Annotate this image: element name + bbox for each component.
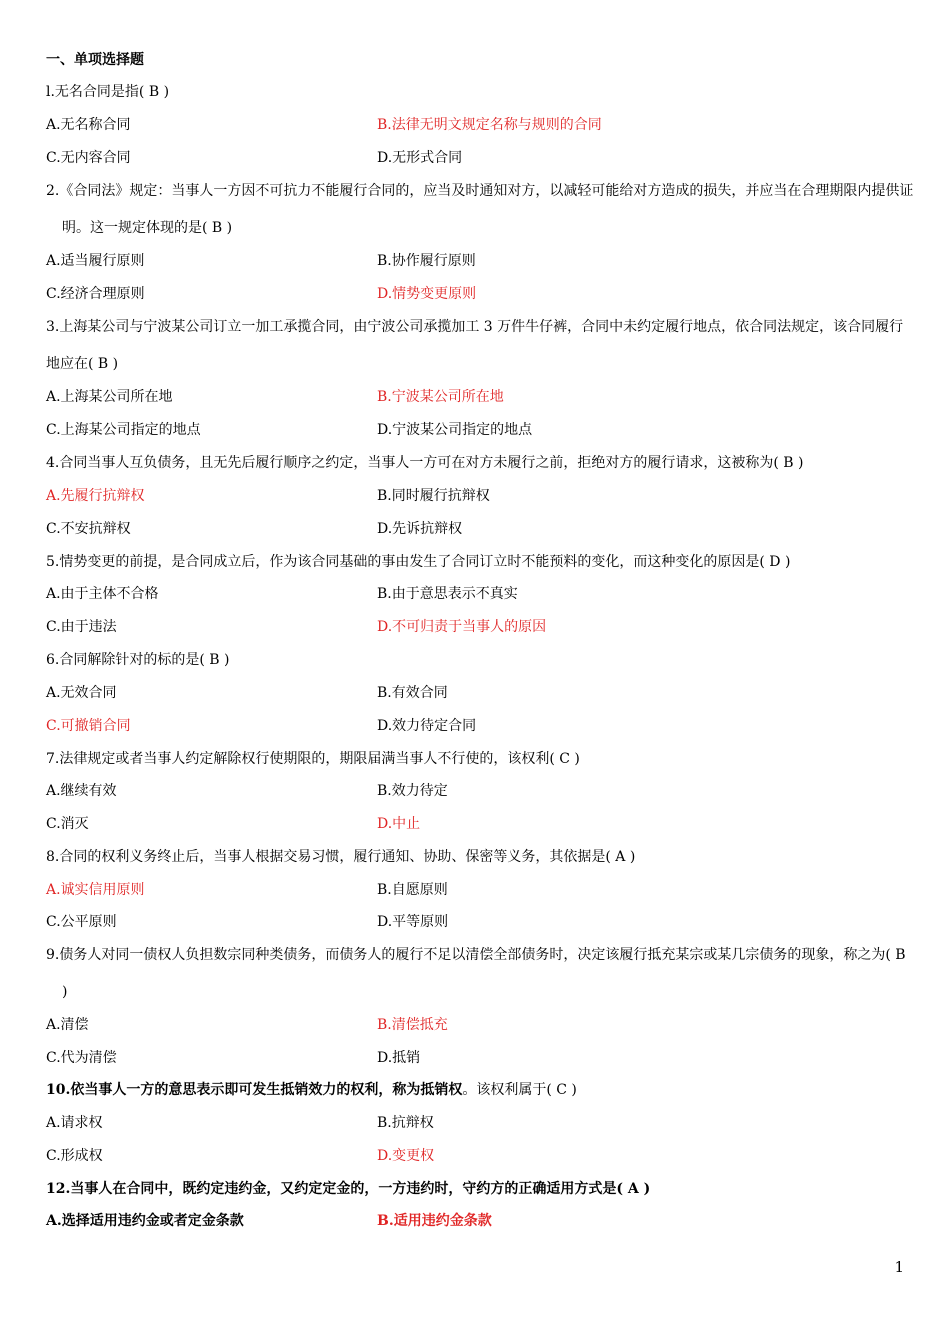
question-2-option-c: C.经济合理原则 [46, 286, 145, 302]
question-10-option-d: D.变更权 [377, 1148, 435, 1164]
question-4-option-c: C.不安抗辩权 [46, 521, 131, 537]
question-2-option-a: A.适当履行原则 [46, 253, 145, 269]
question-1-option-d: D.无形式合同 [377, 150, 463, 166]
question-5-option-c: C.由于违法 [46, 619, 117, 635]
question-6-option-a: A.无效合同 [46, 685, 117, 701]
question-10-option-a: A.请求权 [46, 1115, 103, 1131]
question-12-option-b: B.适用违约金条款 [377, 1213, 492, 1229]
question-8-option-b: B.自愿原则 [377, 882, 448, 898]
question-9-stem-line-1: 9.债务人对同一债权人负担数宗同种类债务，而债务人的履行不足以清偿全部债务时，决定该履行抵充某宗或某几宗债务的现象，称之为( B [46, 947, 906, 963]
question-9-option-c: C.代为清偿 [46, 1050, 117, 1066]
question-5-option-b: B.由于意思表示不真实 [377, 586, 518, 602]
question-7-option-b: B.效力待定 [377, 783, 448, 799]
question-5-option-d: D.不可归责于当事人的原因 [377, 619, 547, 635]
question-6-option-b: B.有效合同 [377, 685, 448, 701]
question-8-stem: 8.合同的权利义务终止后，当事人根据交易习惯，履行通知、协助、保密等义务，其依据是( A ) [46, 849, 636, 865]
question-3-option-d: D.宁波某公司指定的地点 [377, 422, 533, 438]
question-5-stem: 5.情势变更的前提，是合同成立后，作为该合同基础的事由发生了合同订立时不能预料的变化，而这种变化的原因是( D ) [46, 554, 791, 570]
question-1-stem: l.无名合同是指( B ) [46, 84, 170, 100]
question-3-stem-line-1: 3.上海某公司与宁波某公司订立一加工承揽合同，由宁波公司承揽加工 3 万件牛仔裤，合同中未约定履行地点，依合同法规定，该合同履行 [46, 319, 904, 335]
question-12-stem: 12.当事人在合同中，既约定违约金，又约定定金的，一方违约时，守约方的正确适用方式是( A ) [46, 1181, 651, 1197]
question-8-option-d: D.平等原则 [377, 914, 449, 930]
question-2-stem-line-1: 2.《合同法》规定：当事人一方因不可抗力不能履行合同的，应当及时通知对方，以减轻可能给对方造成的损失，并应当在合理期限内提供证 [46, 183, 914, 199]
question-6-option-d: D.效力待定合同 [377, 718, 477, 734]
question-9-option-d: D.抵销 [377, 1050, 421, 1066]
question-8-option-c: C.公平原则 [46, 914, 117, 930]
question-2-option-b: B.协作履行原则 [377, 253, 476, 269]
question-3-option-a: A.上海某公司所在地 [46, 389, 173, 405]
question-10-stem [46, 1081, 577, 1099]
question-3-option-c: C.上海某公司指定的地点 [46, 422, 201, 438]
question-4-option-b: B.同时履行抗辩权 [377, 488, 490, 504]
question-8-option-a: A.诚实信用原则 [46, 882, 145, 898]
question-3-option-b: B.宁波某公司所在地 [377, 389, 504, 405]
question-12-option-a: A.选择适用违约金或者定金条款 [46, 1213, 244, 1229]
question-4-stem: 4.合同当事人互负债务，且无先后履行顺序之约定，当事人一方可在对方未履行之前，拒绝对方的履行请求，这被称为( B ) [46, 455, 804, 471]
question-9-option-a: A.清偿 [46, 1017, 89, 1033]
question-6-stem: 6.合同解除针对的标的是( B ) [46, 652, 230, 668]
question-7-option-c: C.消灭 [46, 816, 89, 832]
question-4-option-a: A.先履行抗辩权 [46, 488, 145, 504]
question-3-stem-line-2: 地应在( B ) [46, 356, 119, 372]
question-10-option-c: C.形成权 [46, 1148, 103, 1164]
question-7-stem: 7.法律规定或者当事人约定解除权行使期限的，期限届满当事人不行使的，该权利( C ) [46, 751, 580, 767]
question-7-option-d: D.中止 [377, 816, 421, 832]
question-5-option-a: A.由于主体不合格 [46, 586, 159, 602]
section-title: 一、单项选择题 [46, 52, 144, 68]
question-7-option-a: A.继续有效 [46, 783, 117, 799]
question-1-option-c: C.无内容合同 [46, 150, 131, 166]
question-9-option-b: B.清偿抵充 [377, 1017, 448, 1033]
question-4-option-d: D.先诉抗辩权 [377, 521, 463, 537]
question-2-stem-line-2: 明。这一规定体现的是( B ) [62, 220, 233, 236]
question-1-option-b: B.法律无明文规定名称与规则的合同 [377, 117, 602, 133]
question-10-option-b: B.抗辩权 [377, 1115, 434, 1131]
question-1-option-a: A.无名称合同 [46, 117, 131, 133]
question-9-stem-line-2: ) [62, 984, 68, 1000]
question-10-stem-rest: 。该权利属于( C ) [462, 1082, 577, 1098]
question-2-option-d: D.情势变更原则 [377, 286, 477, 302]
question-10-stem-bold: 10.依当事人一方的意思表示即可发生抵销效力的权利，称为抵销权 [46, 1082, 463, 1098]
page-number: 1 [894, 1258, 904, 1276]
question-6-option-c: C.可撤销合同 [46, 718, 131, 734]
